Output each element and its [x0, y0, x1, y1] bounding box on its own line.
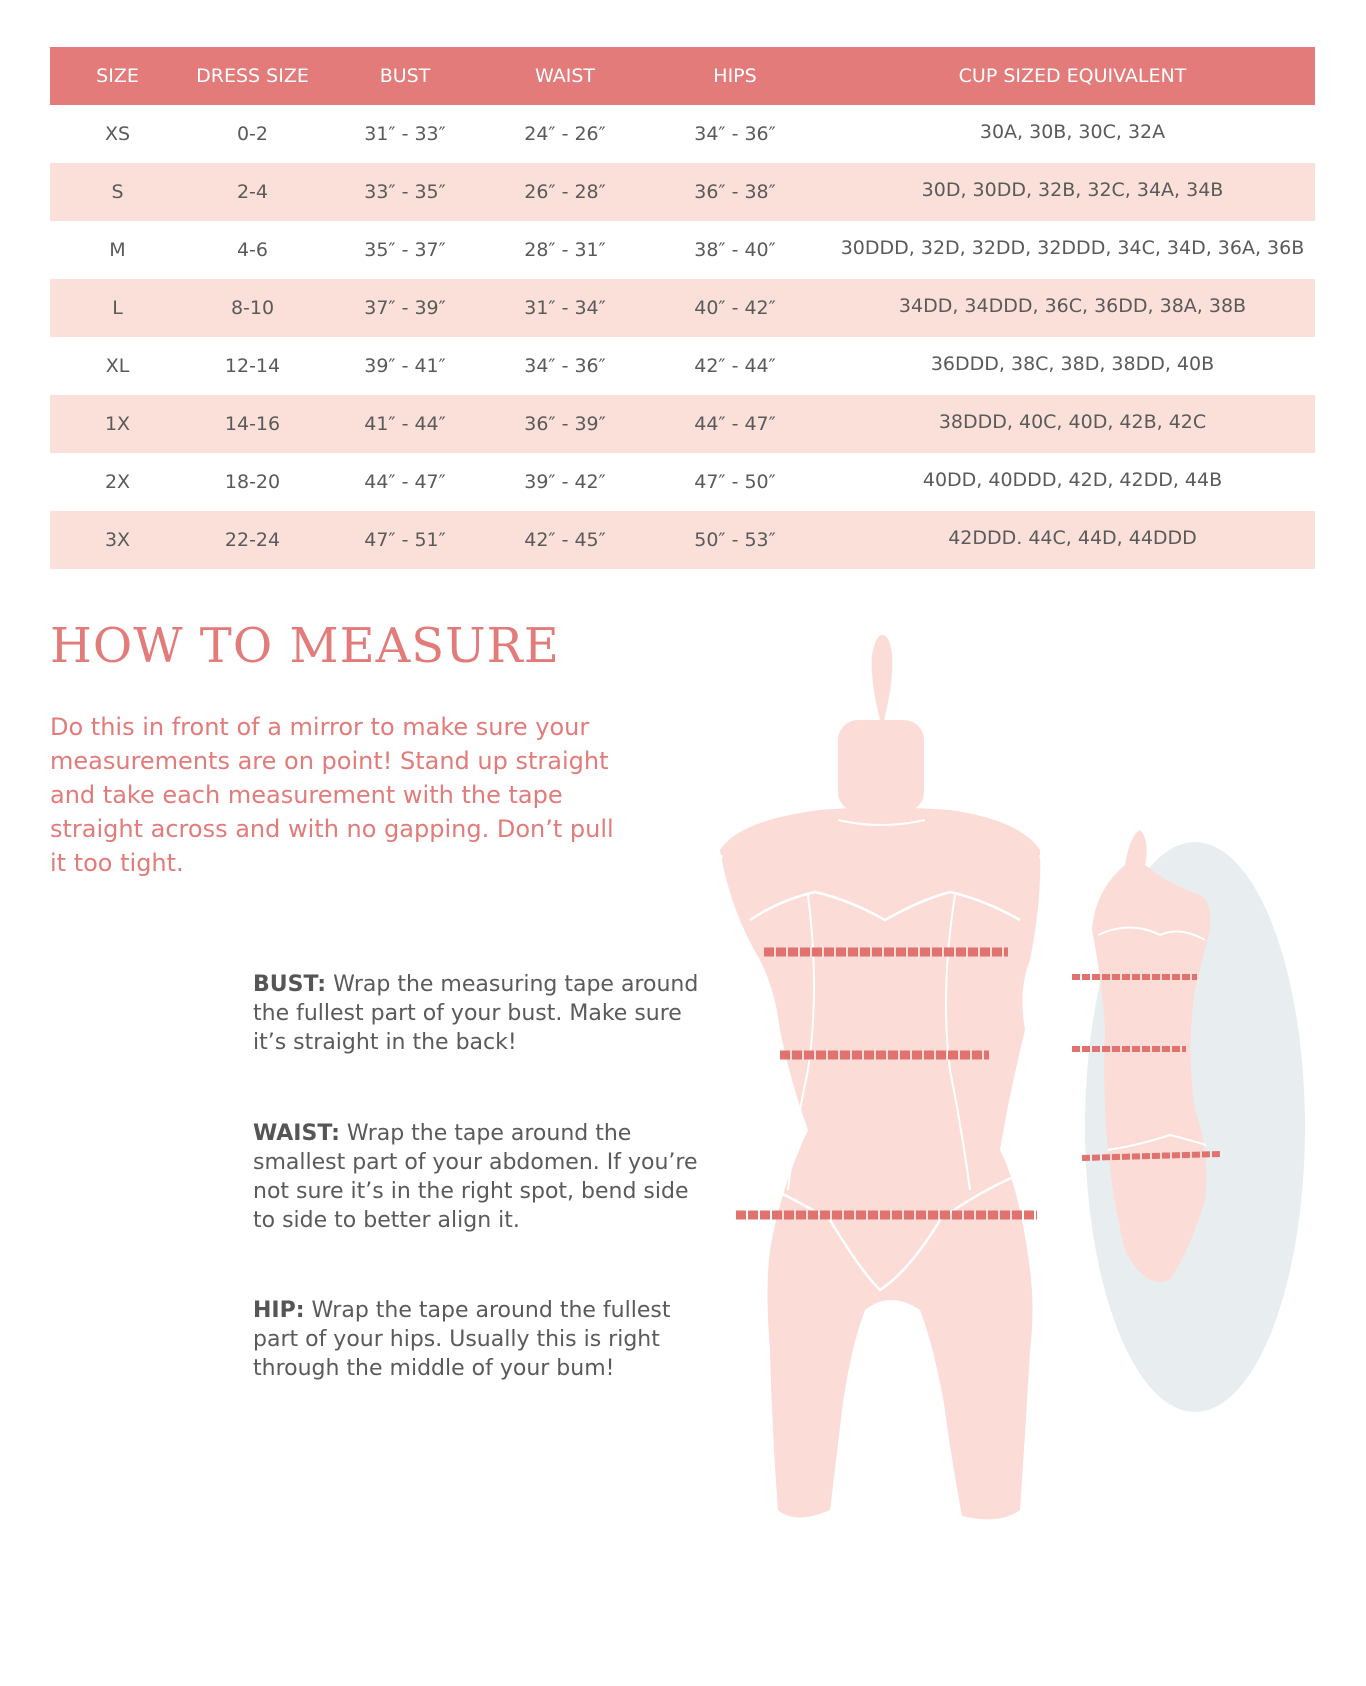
- cell-bust: 33″ - 35″: [320, 163, 490, 221]
- hip-instruction: [253, 1296, 703, 1383]
- cell-hips: 42″ - 44″: [694, 355, 776, 377]
- cell-dress-size: 8-10: [185, 279, 320, 337]
- cell-dress-size: 14-16: [185, 395, 320, 453]
- cell-bust: 37″ - 39″: [320, 279, 490, 337]
- table-row: [50, 337, 1315, 395]
- mannequin-illustration: [700, 630, 1320, 1610]
- cell-size: M: [109, 239, 126, 261]
- cell-waist: 36″ - 39″: [490, 395, 640, 453]
- cell-size: XS: [104, 123, 131, 145]
- header-dress-size: DRESS SIZE: [185, 47, 320, 105]
- cell-waist: 31″ - 34″: [490, 279, 640, 337]
- table-row: [50, 511, 1315, 569]
- cell-dress-size: 18-20: [224, 471, 281, 493]
- cell-hips: 40″ - 42″: [640, 279, 830, 337]
- cell-size: 3X: [50, 511, 185, 569]
- cell-cup-size: 42DDD. 44C, 44D, 44DDD: [830, 511, 1315, 569]
- cell-size: XL: [105, 355, 130, 377]
- header-size: SIZE: [50, 47, 185, 105]
- cell-cup-size: 36DDD, 38C, 38D, 38DD, 40B: [930, 353, 1215, 375]
- bust-text: Wrap the measuring tape around the fullest part of your bust. Make sure it’s straight in the back!: [253, 972, 699, 1055]
- cell-waist: 39″ - 42″: [524, 471, 606, 493]
- header-cup-size: CUP SIZED EQUIVALENT: [830, 47, 1315, 105]
- cell-cup-size: 38DDD, 40C, 40D, 42B, 42C: [830, 395, 1315, 453]
- cell-dress-size: 12-14: [224, 355, 281, 377]
- cell-hips: 38″ - 40″: [694, 239, 776, 261]
- header-bust: BUST: [320, 47, 490, 105]
- cell-size: L: [50, 279, 185, 337]
- cell-hips: 36″ - 38″: [640, 163, 830, 221]
- cell-bust: 47″ - 51″: [320, 511, 490, 569]
- cell-cup-size: 30DDD, 32D, 32DD, 32DDD, 34C, 34D, 36A, 36B: [840, 237, 1305, 259]
- bust-instruction: [253, 970, 703, 1057]
- cell-dress-size: 2-4: [185, 163, 320, 221]
- cell-size: 1X: [50, 395, 185, 453]
- cell-cup-size: 30A, 30B, 30C, 32A: [979, 121, 1166, 143]
- waist-label: WAIST:: [253, 1121, 340, 1146]
- table-row: [50, 453, 1315, 511]
- table-header-row: [50, 47, 1315, 105]
- cell-waist: 42″ - 45″: [490, 511, 640, 569]
- cell-bust: 31″ - 33″: [364, 123, 446, 145]
- header-waist: WAIST: [490, 47, 640, 105]
- cell-cup-size: 30D, 30DD, 32B, 32C, 34A, 34B: [830, 163, 1315, 221]
- hip-label: HIP:: [253, 1298, 305, 1323]
- cell-dress-size: 0-2: [236, 123, 269, 145]
- cell-bust: 39″ - 41″: [364, 355, 446, 377]
- cell-waist: 28″ - 31″: [524, 239, 606, 261]
- cell-hips: 34″ - 36″: [694, 123, 776, 145]
- cell-bust: 35″ - 37″: [364, 239, 446, 261]
- header-hips: HIPS: [640, 47, 830, 105]
- cell-waist: 26″ - 28″: [490, 163, 640, 221]
- cell-bust: 44″ - 47″: [364, 471, 446, 493]
- cell-cup-size: 34DD, 34DDD, 36C, 36DD, 38A, 38B: [830, 279, 1315, 337]
- cell-bust: 41″ - 44″: [320, 395, 490, 453]
- cell-dress-size: 22-24: [185, 511, 320, 569]
- table-row: [50, 163, 1315, 221]
- cell-hips: 50″ - 53″: [640, 511, 830, 569]
- bust-label: BUST:: [253, 972, 327, 997]
- size-chart-table: [50, 47, 1315, 569]
- cell-size: S: [50, 163, 185, 221]
- waist-instruction: [253, 1119, 703, 1235]
- cell-size: 2X: [104, 471, 131, 493]
- main-mannequin: [717, 635, 1047, 1519]
- cell-dress-size: 4-6: [236, 239, 269, 261]
- table-row: [50, 279, 1315, 337]
- cell-waist: 34″ - 36″: [524, 355, 606, 377]
- table-row: [50, 395, 1315, 453]
- measure-intro: Do this in front of a mirror to make sure your measurements are on point! Stand up straight and take each measurement with the tape straight across and with no gapping. Don’t pull it too tight.: [50, 713, 614, 877]
- how-to-measure-title: HOW TO MEASURE: [50, 618, 560, 674]
- cell-cup-size: 40DD, 40DDD, 42D, 42DD, 44B: [922, 469, 1223, 491]
- waist-text: Wrap the tape around the smallest part of your abdomen. If you’re not sure it’s in the right spot, bend side to side to better align it.: [253, 1121, 698, 1233]
- table-row: [50, 105, 1315, 163]
- cell-waist: 24″ - 26″: [524, 123, 606, 145]
- cell-hips: 47″ - 50″: [694, 471, 776, 493]
- cell-hips: 44″ - 47″: [640, 395, 830, 453]
- hip-text: Wrap the tape around the fullest part of your hips. Usually this is right through the middle of your bum!: [253, 1298, 671, 1381]
- table-row: [50, 221, 1315, 279]
